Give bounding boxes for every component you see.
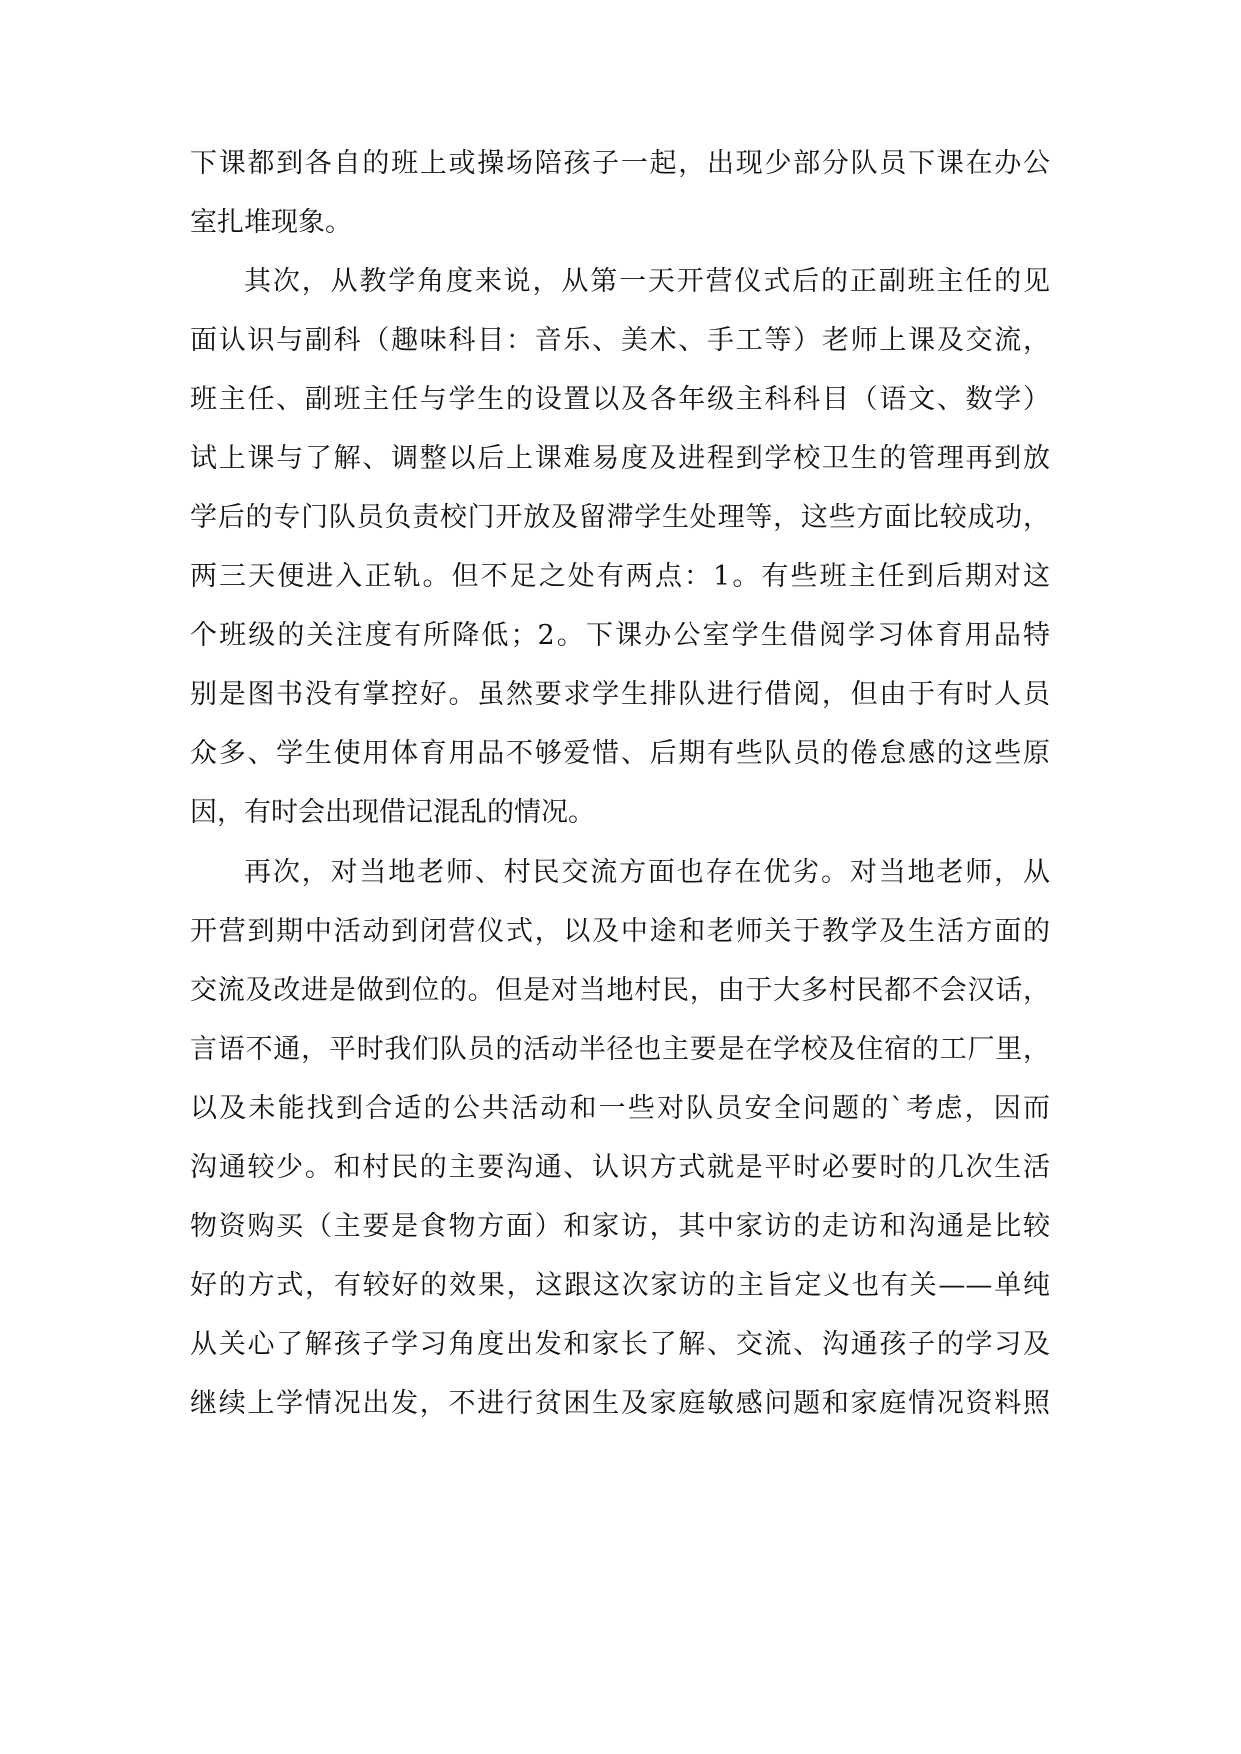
text-line: 言语不通，平时我们队员的活动半径也主要是在学校及住宿的工厂里， [190, 1034, 1050, 1065]
text-line: 两三天便进入正轨。但不足之处有两点：1。有些班主任到后期对这 [190, 561, 1050, 592]
text-line: 好的方式，有较好的效果，这跟这次家访的主旨定义也有关——单纯 [190, 1270, 1050, 1301]
text-line: 交流及改进是做到位的。但是对当地村民，由于大多村民都不会汉话， [190, 975, 1050, 1006]
text-line: 沟通较少。和村民的主要沟通、认识方式就是平时必要时的几次生活 [190, 1152, 1050, 1183]
text-line: 其次，从教学角度来说，从第一天开营仪式后的正副班主任的见 [244, 266, 1050, 297]
text-line: 班主任、副班主任与学生的设置以及各年级主科科目（语文、数学） [190, 384, 1050, 415]
text-line: 试上课与了解、调整以后上课难易度及进程到学校卫生的管理再到放 [190, 443, 1050, 474]
text-line: 下课都到各自的班上或操场陪孩子一起，出现少部分队员下课在办公 [190, 148, 1050, 179]
text-line: 物资购买（主要是食物方面）和家访，其中家访的走访和沟通是比较 [190, 1211, 1050, 1242]
text-line: 室扎堆现象。 [190, 207, 352, 238]
text-line: 以及未能找到合适的公共活动和一些对队员安全问题的`考虑，因而 [190, 1093, 1050, 1124]
text-line: 面认识与副科（趣味科目：音乐、美术、手工等）老师上课及交流， [190, 325, 1050, 356]
paragraph-2 [190, 252, 1050, 842]
text-line: 继续上学情况出发，不进行贫困生及家庭敏感问题和家庭情况资料照 [190, 1388, 1050, 1419]
text-line: 众多、学生使用体育用品不够爱惜、后期有些队员的倦怠感的这些原 [190, 738, 1050, 769]
text-line: 因，有时会出现借记混乱的情况。 [190, 797, 595, 828]
paragraph-1 [190, 134, 1050, 252]
text-line: 学后的专门队员负责校门开放及留滞学生处理等，这些方面比较成功， [190, 502, 1050, 533]
text-line: 从关心了解孩子学习角度出发和家长了解、交流、沟通孩子的学习及 [190, 1329, 1050, 1360]
text-line: 个班级的关注度有所降低；2。下课办公室学生借阅学习体育用品特 [190, 620, 1050, 651]
text-line: 别是图书没有掌控好。虽然要求学生排队进行借阅，但由于有时人员 [190, 679, 1050, 710]
text-line: 再次，对当地老师、村民交流方面也存在优劣。对当地老师，从 [244, 857, 1050, 888]
paragraph-3 [190, 843, 1050, 1433]
text-line: 开营到期中活动到闭营仪式，以及中途和老师关于教学及生活方面的 [190, 916, 1050, 947]
